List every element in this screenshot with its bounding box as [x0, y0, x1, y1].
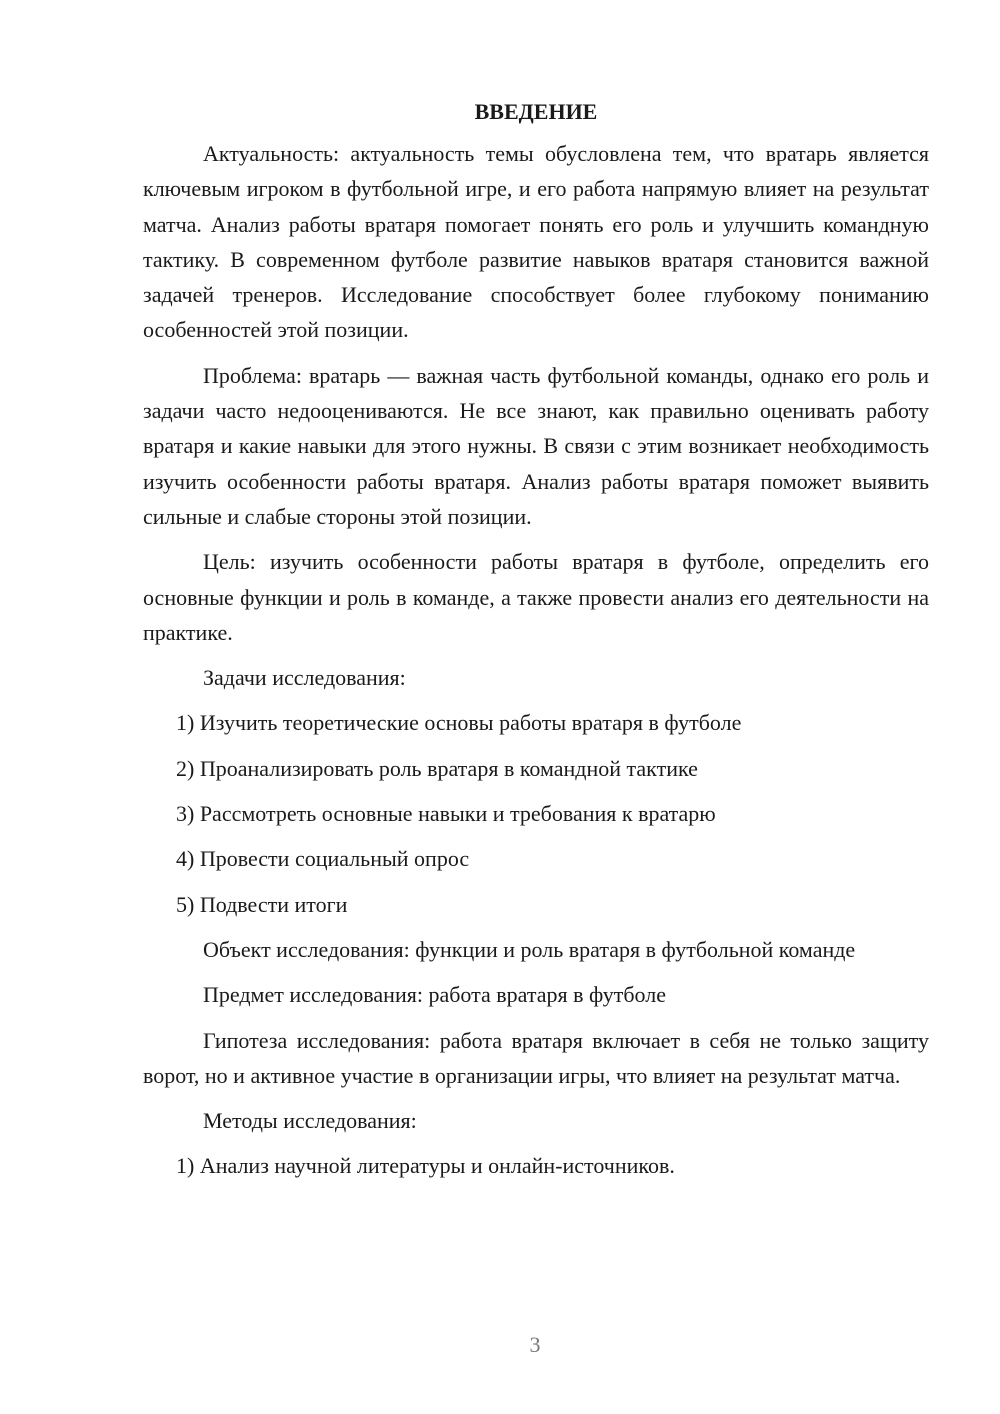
methods-list: [143, 1148, 929, 1183]
task-item: 5) Подвести итоги: [176, 891, 348, 917]
task-item: 4) Провести социальный опрос: [176, 846, 470, 872]
task-item: 1) Изучить теоретические основы работы вратаря в футболе: [176, 710, 742, 736]
object-paragraph: Объект исследования: функции и роль вратаря в футбольной команде: [203, 936, 856, 962]
task-item: 3) Рассмотреть основные навыки и требования к вратарю: [176, 801, 716, 827]
hypothesis-paragraph: Гипотеза исследования: работа вратаря включает в себя не только защиту ворот, но и активное участие в организации игры, что влияет на результат матча.: [143, 1027, 929, 1088]
goal-paragraph: Цель: изучить особенности работы вратаря в футболе, определить его основные функции и роль в команде, а также провести анализ его деятельности на практике.: [143, 549, 929, 645]
methods-label: Методы исследования:: [203, 1108, 417, 1134]
problem-paragraph: Проблема: вратарь — важная часть футбольной команды, однако его роль и задачи часто недооцениваются. Не все знают, как правильно оценивать работу вратаря и какие навыки для этого нужны. В связи с этим возникает необходимость изучить особенности работы вратаря. Анализ работы вратаря поможет выявить сильные и слабые стороны этой позиции.: [143, 362, 929, 529]
page-content: [143, 94, 929, 1194]
method-item: 1) Анализ научной литературы и онлайн-источников.: [176, 1153, 675, 1179]
tasks-list: [143, 705, 929, 921]
relevance-paragraph: Актуальность: актуальность темы обусловлена тем, что вратарь является ключевым игроком в футбольной игре, и его работа напрямую влияет на результат матча. Анализ работы вратаря помогает понять его роль и улучшить командную тактику. В современном футболе развитие навыков вратаря становится важной задачей тренеров. Исследование способствует более глубокому пониманию особенностей этой позиции.: [143, 141, 929, 343]
task-item: 2) Проанализировать роль вратаря в командной тактике: [176, 755, 698, 781]
page-number: 3: [529, 1332, 541, 1357]
subject-paragraph: Предмет исследования: работа вратаря в футболе: [203, 982, 666, 1008]
tasks-label: Задачи исследования:: [203, 665, 406, 691]
section-title: ВВЕДЕНИЕ: [474, 99, 598, 124]
